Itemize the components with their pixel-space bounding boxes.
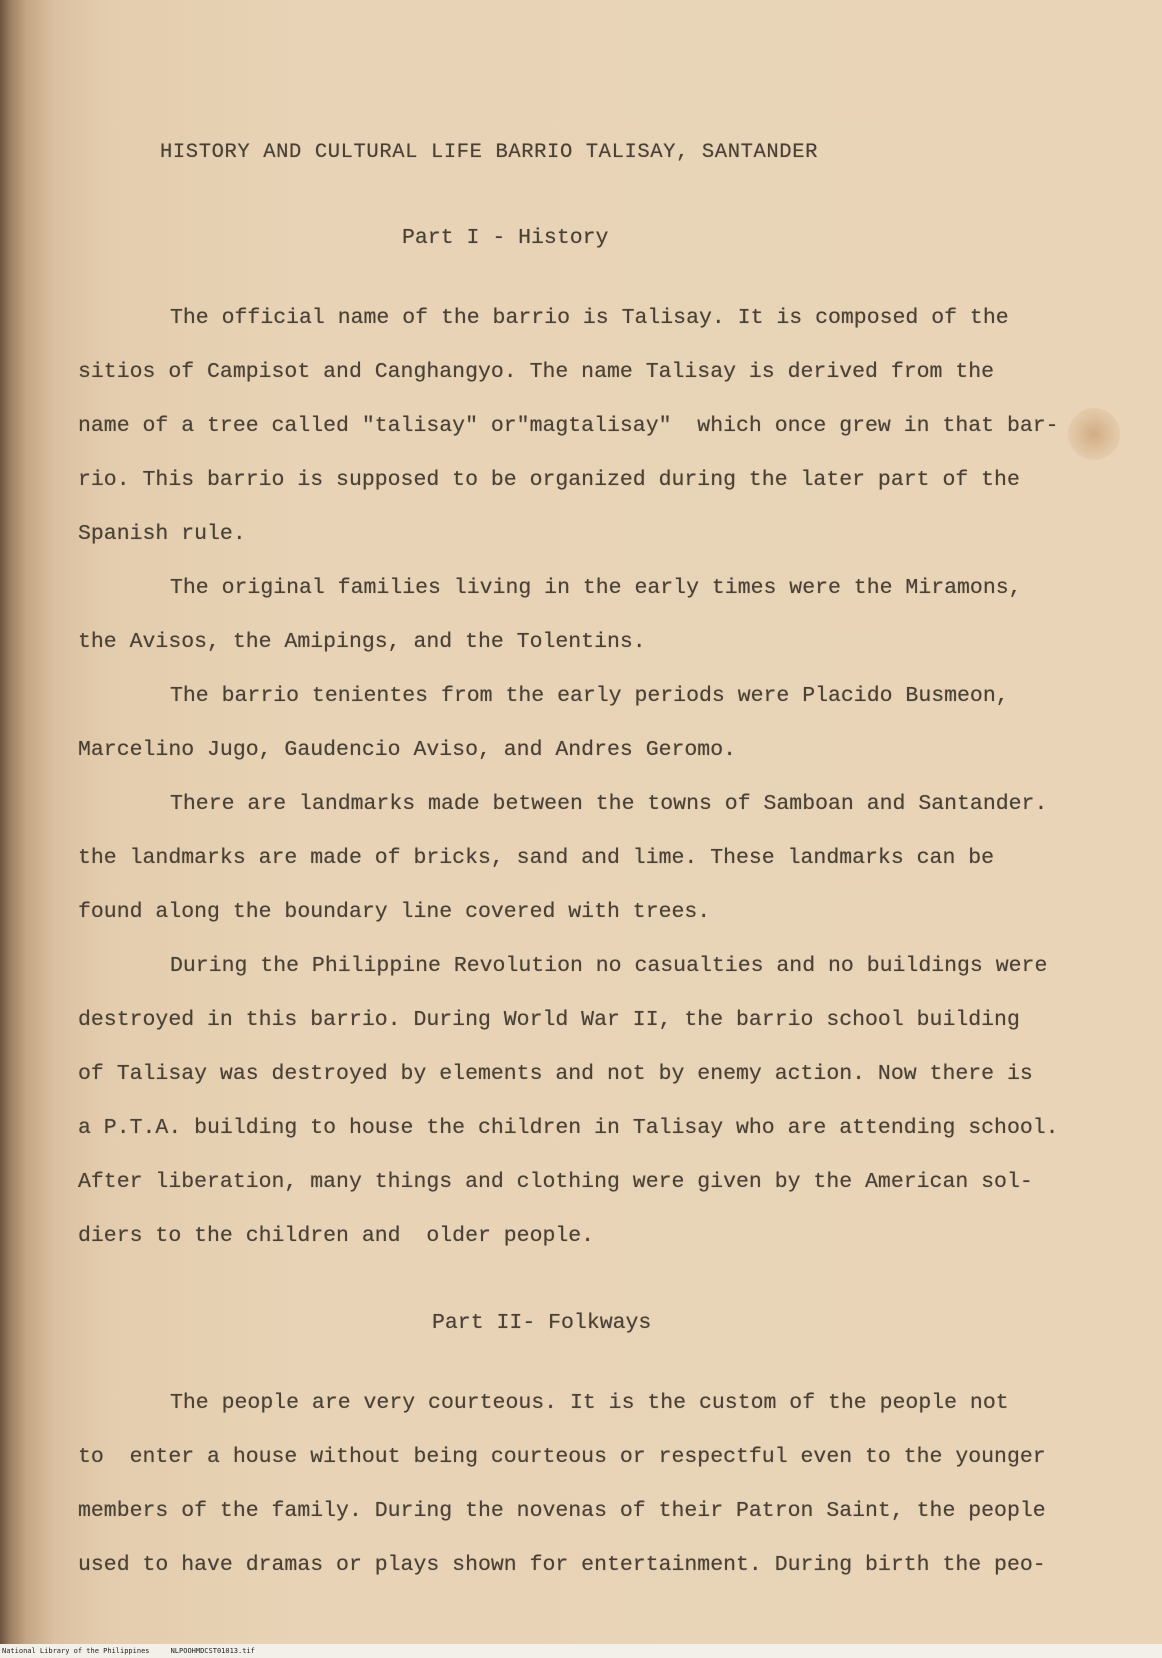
body-line: Spanish rule. <box>78 522 246 546</box>
body-line: a P.T.A. building to house the children in Talisay who are attending school. <box>78 1116 1059 1140</box>
body-line: rio. This barrio is supposed to be organized during the later part of the <box>78 468 1020 492</box>
body-line: sitios of Campisot and Canghangyo. The name Talisay is derived from the <box>78 360 995 384</box>
body-line: name of a tree called "talisay" or"magtalisay" which once grew in that bar- <box>78 414 1059 438</box>
body-line: After liberation, many things and clothing were given by the American sol- <box>78 1170 1033 1194</box>
part1-heading: Part I - History <box>402 226 609 250</box>
body-line: The barrio tenientes from the early periods were Placido Busmeon, <box>170 684 1009 708</box>
body-line: The people are very courteous. It is the custom of the people not <box>170 1391 1009 1415</box>
body-line: destroyed in this barrio. During World War II, the barrio school building <box>78 1008 1020 1032</box>
body-line: to enter a house without being courteous or respectful even to the younger <box>78 1445 1046 1469</box>
scan-footer <box>0 1644 1162 1658</box>
body-line: the landmarks are made of bricks, sand and lime. These landmarks can be <box>78 846 995 870</box>
body-line: There are landmarks made between the towns of Samboan and Santander. <box>170 792 1048 816</box>
body-line: Marcelino Jugo, Gaudencio Aviso, and Andres Geromo. <box>78 738 737 762</box>
body-line: diers to the children and older people. <box>78 1224 595 1248</box>
document-title: HISTORY AND CULTURAL LIFE BARRIO TALISAY, SANTANDER <box>160 141 819 164</box>
body-line: found along the boundary line covered with trees. <box>78 900 711 924</box>
body-line: used to have dramas or plays shown for entertainment. During birth the peo- <box>78 1553 1046 1577</box>
part1-body <box>0 291 1162 1263</box>
part2-heading: Part II- Folkways <box>432 1311 652 1335</box>
footer-filename: NLPOOHMDCST01013.tif <box>170 1647 255 1655</box>
body-line: During the Philippine Revolution no casualties and no buildings were <box>170 954 1048 978</box>
body-line: members of the family. During the novenas of their Patron Saint, the people <box>78 1499 1046 1523</box>
body-line: of Talisay was destroyed by elements and not by enemy action. Now there is <box>78 1062 1033 1086</box>
body-line: the Avisos, the Amipings, and the Tolentins. <box>78 630 646 654</box>
body-line: The original families living in the early times were the Miramons, <box>170 576 1022 600</box>
footer-library: National Library of the Philippines <box>2 1647 150 1655</box>
body-line: The official name of the barrio is Talisay. It is composed of the <box>170 306 1009 330</box>
part2-body <box>0 1376 1162 1592</box>
